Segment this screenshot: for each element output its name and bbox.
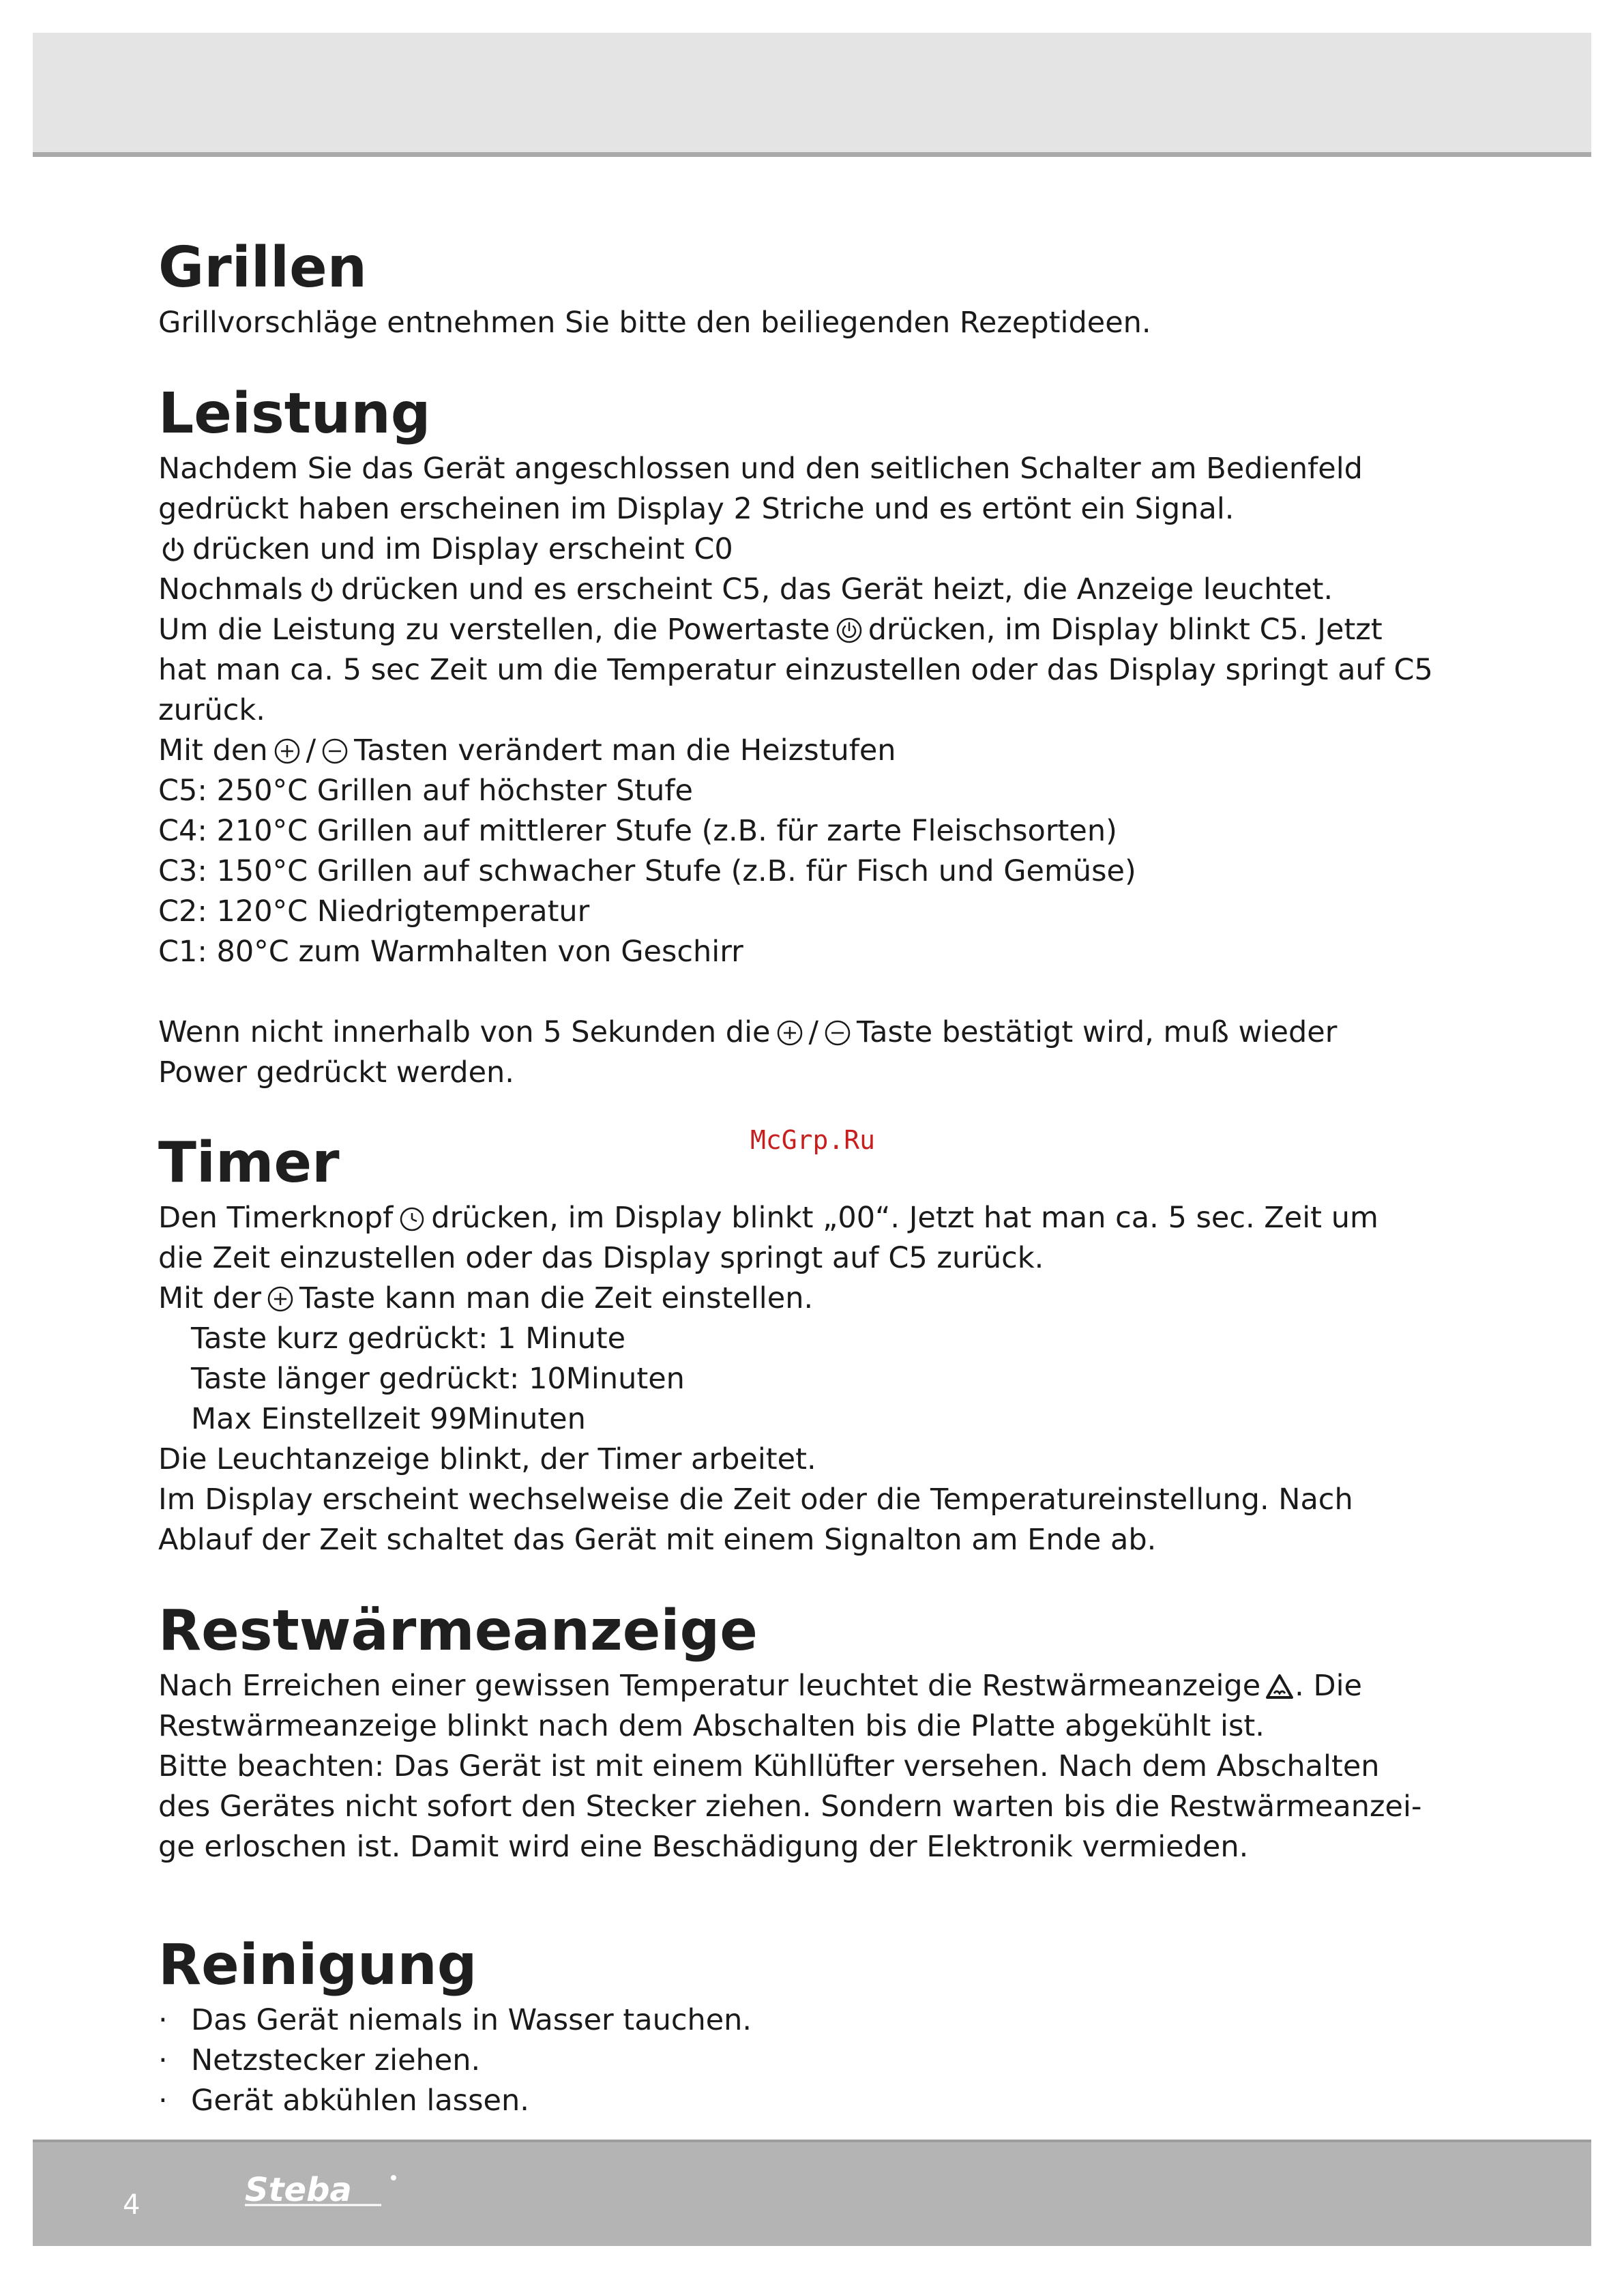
text-line: C2: 120°C Niedrigtemperatur — [158, 894, 590, 929]
text-span: Den Timerknopf — [158, 1201, 394, 1235]
text-line: C4: 210°C Grillen auf mittlerer Stufe (z.B. für zarte Fleischsorten) — [158, 814, 1117, 848]
text-line — [158, 1279, 1488, 1319]
text-line: gedrückt haben erscheinen im Display 2 Striche und es ertönt ein Signal. — [158, 492, 1235, 526]
section-leistung — [158, 381, 1488, 1093]
text-line: C1: 80°C zum Warmhalten von Geschirr — [158, 935, 743, 969]
list-item — [158, 2000, 1488, 2041]
blank-line — [158, 972, 1488, 1012]
bullet: · — [158, 2084, 168, 2118]
text-span: / — [306, 733, 316, 768]
plus-icon — [775, 1018, 805, 1048]
text-span: drücken, im Display blinkt „00“. Jetzt hat man ca. 5 sec. Zeit um — [431, 1201, 1378, 1235]
text-line: Im Display erscheint wechselweise die Zeit oder die Temperatureinstellung. Nach — [158, 1483, 1353, 1517]
list-item — [158, 2081, 1488, 2121]
text-span: Mit der — [158, 1281, 262, 1315]
text-line: Die Leuchtanzeige blinkt, der Timer arbeitet. — [158, 1442, 816, 1476]
heading-reinigung: Reinigung — [158, 1933, 477, 1998]
section-grillen — [158, 235, 1488, 343]
text-span: / — [808, 1015, 818, 1049]
text-line — [158, 1666, 1488, 1706]
text-line: Bitte beachten: Das Gerät ist mit einem Kühllüfter versehen. Nach dem Abschalten — [158, 1749, 1380, 1783]
steba-logo — [242, 2168, 413, 2216]
text-span: Taste kann man die Zeit einstellen. — [299, 1281, 814, 1315]
text-span: Wenn nicht innerhalb von 5 Sekunden die — [158, 1015, 771, 1049]
section-restwaerme — [158, 1599, 1488, 1867]
section-reinigung — [158, 1933, 1488, 2121]
text-line: Taste länger gedrückt: 10Minuten — [191, 1362, 685, 1396]
text-span: drücken und im Display erscheint C0 — [192, 532, 733, 566]
text-line: Max Einstellzeit 99Minuten — [191, 1402, 586, 1436]
plus-icon — [265, 1284, 295, 1314]
text-line: C3: 150°C Grillen auf schwacher Stufe (z.B. für Fisch und Gemüse) — [158, 854, 1136, 888]
text-span: Um die Leistung zu verstellen, die Powertaste — [158, 613, 830, 647]
heading-timer: Timer — [158, 1130, 340, 1195]
text-line: Restwärmeanzeige blinkt nach dem Abschalten bis die Platte abgekühlt ist. — [158, 1709, 1265, 1743]
text-line: Ablauf der Zeit schaltet das Gerät mit einem Signalton am Ende ab. — [158, 1523, 1157, 1557]
heading-grillen: Grillen — [158, 235, 368, 300]
text-span: Nochmals — [158, 572, 303, 607]
minus-icon — [823, 1018, 853, 1048]
text-line: Grillvorschläge entnehmen Sie bitte den beiliegenden Rezeptideen. — [158, 306, 1151, 340]
warning-heat-icon — [1265, 1672, 1295, 1702]
power-button-icon — [834, 615, 864, 645]
text-line: die Zeit einzustellen oder das Display springt auf C5 zurück. — [158, 1241, 1044, 1275]
plus-icon — [272, 736, 302, 766]
text-line — [158, 610, 1488, 650]
text-line: Nachdem Sie das Gerät angeschlossen und den seitlichen Schalter am Bedienfeld — [158, 452, 1363, 486]
text-line — [158, 529, 1488, 570]
text-line — [158, 570, 1488, 610]
text-line: des Gerätes nicht sofort den Stecker ziehen. Sondern warten bis die Restwärmeanzei- — [158, 1790, 1422, 1824]
text-line: Power gedrückt werden. — [158, 1055, 514, 1090]
minus-icon — [320, 736, 350, 766]
text-line — [158, 1198, 1488, 1238]
header-band — [33, 33, 1591, 157]
list-item-text: Das Gerät niemals in Wasser tauchen. — [191, 2003, 752, 2037]
text-line: Taste kurz gedrückt: 1 Minute — [191, 1322, 626, 1356]
steba-logo-text: Steba — [245, 2171, 352, 2209]
list-item-text: Gerät abkühlen lassen. — [191, 2084, 529, 2118]
text-line: zurück. — [158, 693, 265, 727]
text-line: C5: 250°C Grillen auf höchster Stufe — [158, 774, 693, 808]
text-span: Taste bestätigt wird, muß wieder — [857, 1015, 1338, 1049]
text-span: Nach Erreichen einer gewissen Temperatur leuchtet die Restwärmeanzeige — [158, 1669, 1261, 1703]
list-item-text: Netzstecker ziehen. — [191, 2043, 481, 2077]
heading-leistung: Leistung — [158, 381, 431, 446]
bullet: · — [158, 2003, 168, 2037]
text-span: . Die — [1295, 1669, 1363, 1703]
power-icon — [158, 535, 188, 565]
section-timer — [158, 1130, 1488, 1560]
watermark: McGrp.Ru — [750, 1125, 876, 1155]
bullet: · — [158, 2043, 168, 2077]
power-icon — [307, 575, 337, 605]
list-item — [158, 2041, 1488, 2081]
text-span: drücken, im Display blinkt C5. Jetzt — [868, 613, 1383, 647]
text-span: drücken und es erscheint C5, das Gerät heizt, die Anzeige leuchtet. — [340, 572, 1333, 607]
text-line: hat man ca. 5 sec Zeit um die Temperatur einzustellen oder das Display springt auf C5 — [158, 653, 1433, 687]
text-span: Mit den — [158, 733, 268, 768]
clock-icon — [397, 1203, 427, 1234]
text-line — [158, 1012, 1488, 1053]
text-line: ge erloschen ist. Damit wird eine Beschädigung der Elektronik vermieden. — [158, 1830, 1249, 1864]
page-number: 4 — [123, 2189, 141, 2221]
text-span: Tasten verändert man die Heizstufen — [354, 733, 896, 768]
text-line — [158, 731, 1488, 771]
heading-restwaerme: Restwärmeanzeige — [158, 1599, 758, 1663]
